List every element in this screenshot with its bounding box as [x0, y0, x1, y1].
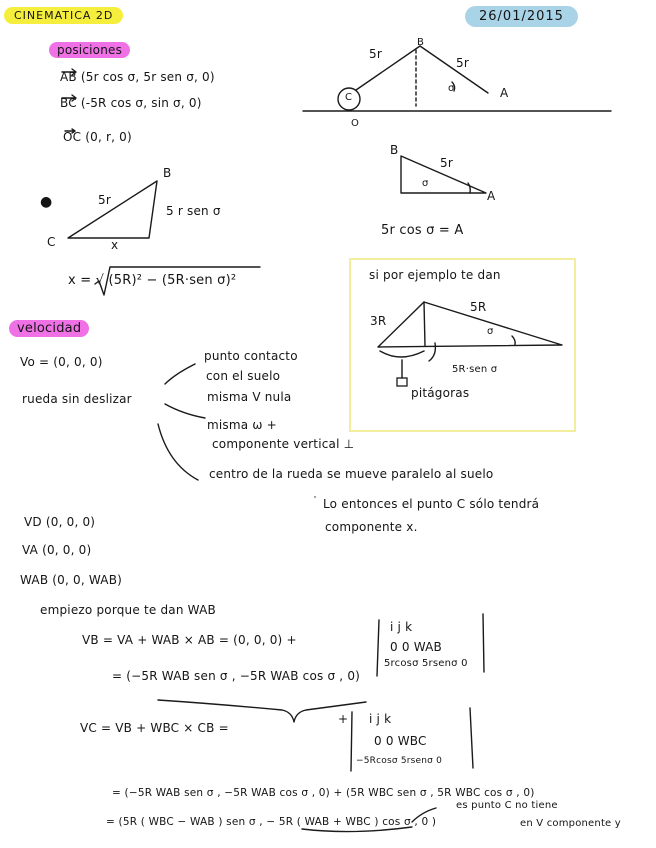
left-tri-formula: x = √ (5R)² − (5R·sen σ)² — [68, 273, 237, 288]
left-tri-5r: 5r — [98, 193, 111, 207]
eq-wab: WAB (0, 0, WAB) — [20, 573, 123, 587]
example-note-box — [349, 258, 576, 432]
left-tri-side: 5 r sen σ — [166, 204, 221, 218]
bullet1-line1: punto contacto — [204, 349, 298, 363]
eq-vb-result: = (−5R WAB sen σ , −5R WAB cos σ , 0) — [112, 669, 361, 683]
left-tri-x: x — [111, 238, 119, 252]
bullet1-line3: misma V nula — [207, 390, 292, 404]
eq-vd: VD (0, 0, 0) — [24, 515, 96, 529]
brace-vb — [158, 700, 366, 722]
left-triangle — [68, 181, 157, 238]
small-tri-b: B — [390, 143, 399, 157]
matrix2-left-bar — [351, 712, 352, 771]
small-tri-5r: 5r — [440, 156, 453, 170]
section-heading-posiciones: posiciones — [49, 42, 130, 58]
bracket-line-1 — [165, 364, 195, 384]
eq-vb-matrix-r2: 0 0 WAB — [390, 640, 442, 654]
section-heading-velocidad: velocidad — [9, 320, 89, 337]
entonces-line2: componente x. — [325, 520, 418, 534]
angle-arc-small — [468, 183, 470, 193]
bullet2-line2: componente vertical ⊥ — [212, 437, 355, 451]
bracket-line-3 — [158, 424, 198, 480]
label-5r-right: 5r — [456, 56, 469, 70]
note-label-sen: 5R·sen σ — [452, 364, 498, 375]
eq-empiezo: empiezo porque te dan WAB — [40, 603, 216, 617]
bar-bc — [356, 46, 420, 90]
vector-bc: BC (-5R cos σ, sin σ, 0) — [60, 96, 202, 110]
small-tri-sigma: σ — [422, 178, 429, 189]
eq-vb-matrix-r1: i j k — [390, 620, 413, 634]
date-badge: 26/01/2015 — [465, 6, 578, 27]
left-tri-c: C — [47, 235, 56, 249]
eq-vc-matrix-r2: 0 0 WBC — [374, 734, 427, 748]
rueda-line: rueda sin deslizar — [22, 392, 132, 406]
note-line1: si por ejemplo te dan — [369, 268, 501, 282]
matrix1-right-bar — [483, 614, 484, 672]
arrow-ab — [62, 69, 76, 75]
left-tri-marker: ● — [40, 194, 53, 210]
eq-vb-matrix-r3: 5rcosσ 5rsenσ 0 — [384, 658, 468, 669]
entonces-line1: Lo entonces el punto C sólo tendrá — [323, 497, 540, 511]
arrow-oc — [65, 129, 75, 133]
matrix1-left-bar — [377, 620, 379, 676]
vector-oc: OC (0, r, 0) — [63, 130, 132, 144]
eq-vc-matrix-r1: i j k — [369, 712, 392, 726]
vector-ab: AB (5r cos σ, 5r sen σ, 0) — [60, 70, 215, 84]
label-sigma-top: σ — [448, 83, 455, 94]
note-caption: pitágoras — [411, 386, 470, 400]
eq-va: VA (0, 0, 0) — [22, 543, 92, 557]
bullet3-line: centro de la rueda se mueve paralelo al suelo — [209, 467, 494, 481]
eq-vb-lhs: VB = VA + WAB × AB = (0, 0, 0) + — [82, 633, 297, 647]
arrow-bc — [62, 95, 76, 101]
label-a-top: A — [500, 86, 509, 100]
eq-vc-plus: + — [338, 712, 349, 726]
left-tri-b: B — [163, 166, 172, 180]
label-5r-left: 5r — [369, 47, 382, 61]
page-title: CINEMATICA 2D — [4, 7, 123, 24]
bullet1-line2: con el suelo — [206, 369, 281, 383]
vo-line: Vo = (0, 0, 0) — [20, 355, 103, 369]
label-b-top: B — [417, 37, 425, 48]
label-o-top: O — [351, 118, 360, 129]
bullet2-line1: misma ω + — [207, 418, 277, 432]
small-tri-caption: 5r cos σ = A — [381, 223, 464, 238]
eq-vc-matrix-r3: −5Rcosσ 5rsenσ 0 — [356, 756, 443, 766]
eq-vc-line2: = (5R ( WBC − WAB ) sen σ , − 5R ( WAB + WBC ) cos σ , 0 ) — [106, 816, 437, 828]
note-label-3r: 3R — [370, 314, 387, 328]
bracket-line-2 — [165, 404, 205, 418]
label-c-top: C — [345, 92, 353, 103]
note-label-sigma: σ — [487, 326, 494, 337]
matrix2-right-bar — [470, 708, 473, 768]
eq-vc-note: es punto C no tiene — [456, 800, 558, 811]
small-tri-a: A — [487, 189, 496, 203]
eq-vc-note2: en V componente y — [520, 818, 621, 829]
note-label-5r: 5R — [470, 300, 487, 314]
eq-vc-line1: = (−5R WAB sen σ , −5R WAB cos σ , 0) + (5R WBC sen σ , 5R WBC cos σ , 0) — [112, 787, 535, 799]
eq-vc-lhs: VC = VB + WBC × CB = — [80, 721, 229, 735]
